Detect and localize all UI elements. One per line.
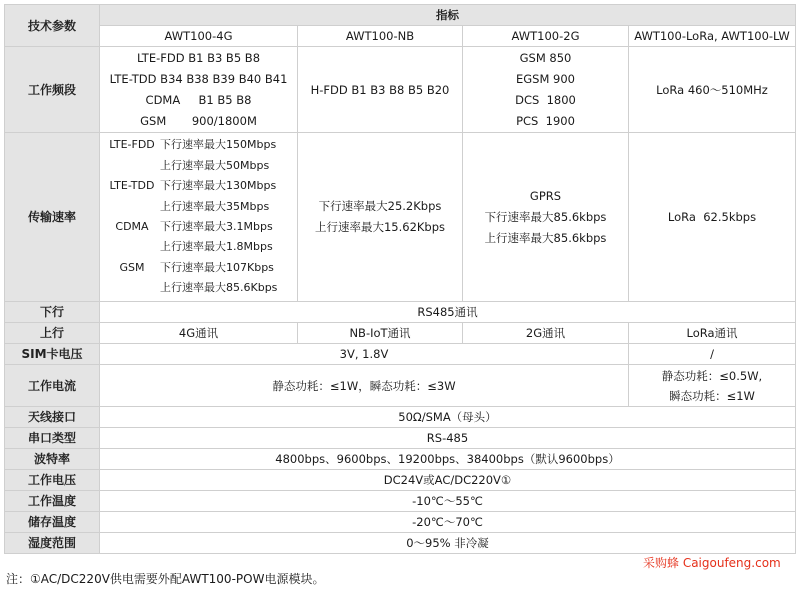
freq-4g-line: LTE-FDD B1 B3 B5 B8 <box>136 50 261 65</box>
temp-label: 工作温度 <box>5 491 100 512</box>
model-nb: AWT100-NB <box>298 26 463 47</box>
freq-2g-line: DCS 1800 <box>515 92 576 107</box>
uplink-2g: 2G通讯 <box>463 323 629 344</box>
freq-4g <box>100 47 298 133</box>
speed-2g-line: 下行速率最大85.6kbps <box>484 209 607 224</box>
speed-4g-line: 上行速率最大85.6Kbps <box>160 281 278 295</box>
voltage-value: DC24V或AC/DC220V① <box>100 470 796 491</box>
speed-2g-line: 上行速率最大85.6kbps <box>484 230 607 245</box>
current-lora-line: 静态功耗：≤0.5W, <box>661 368 763 383</box>
freq-label: 工作频段 <box>5 47 100 133</box>
serial-label: 串口类型 <box>5 428 100 449</box>
freq-2g-line: PCS 1900 <box>516 113 575 128</box>
speed-4g-line: 上行速率最大1.8Mbps <box>160 240 273 254</box>
freq-4g-line: CDMA B1 B5 B8 <box>145 92 252 107</box>
speed-label: 传输速率 <box>5 133 100 302</box>
temp-value: -10℃～55℃ <box>100 491 796 512</box>
speed-4g-line: CDMA 下行速率最大3.1Mbps <box>115 220 273 233</box>
serial-value: RS-485 <box>100 428 796 449</box>
freq-2g-line: GSM 850 <box>519 50 572 65</box>
uplink-4g: 4G通讯 <box>100 323 298 344</box>
humidity-value: 0～95% 非冷凝 <box>100 533 796 554</box>
param-header: 技术参数 <box>5 5 100 47</box>
speed-4g-line: 上行速率最大50Mbps <box>160 158 270 172</box>
storage-value: -20℃～70℃ <box>100 512 796 533</box>
baud-value: 4800bps、9600bps、19200bps、38400bps（默认9600bps） <box>100 449 796 470</box>
freq-lora: LoRa 460～510MHz <box>629 47 796 133</box>
freq-2g-line: EGSM 900 <box>515 71 575 86</box>
speed-4g-line: LTE-FDD 下行速率最大150Mbps <box>109 138 277 152</box>
sim-label: SIM卡电压 <box>5 344 100 365</box>
current-lora <box>629 365 796 407</box>
speed-4g-line: 上行速率最大35Mbps <box>160 199 270 213</box>
current-lora-line: 瞬态功耗：≤1W <box>669 388 755 403</box>
speed-4g-line: GSM 下行速率最大107Kbps <box>119 260 274 274</box>
freq-2g <box>463 47 629 133</box>
speed-lora: LoRa 62.5kbps <box>629 133 796 302</box>
current-value: 静态功耗：≤1W，瞬态功耗：≤3W <box>100 365 629 407</box>
voltage-label: 工作电压 <box>5 470 100 491</box>
model-2g: AWT100-2G <box>463 26 629 47</box>
uplink-nb: NB-IoT通讯 <box>298 323 463 344</box>
speed-nb <box>298 133 463 302</box>
sim-lora: / <box>629 344 796 365</box>
storage-label: 储存温度 <box>5 512 100 533</box>
antenna-value: 50Ω/SMA（母头） <box>100 407 796 428</box>
speed-4g-line: LTE-TDD 下行速率最大130Mbps <box>109 179 277 193</box>
watermark: 采购蜂 Caigoufeng.com <box>643 556 781 570</box>
antenna-label: 天线接口 <box>5 407 100 428</box>
uplink-label: 上行 <box>5 323 100 344</box>
spec-table <box>4 4 796 554</box>
baud-label: 波特率 <box>5 449 100 470</box>
speed-nb-line: 下行速率最大25.2Kbps <box>318 199 442 213</box>
speed-2g-line: GPRS <box>529 188 562 203</box>
speed-nb-line: 上行速率最大15.62Kbps <box>314 220 446 234</box>
humidity-label: 湿度范围 <box>5 533 100 554</box>
speed-2g <box>463 133 629 302</box>
uplink-lora: LoRa通讯 <box>629 323 796 344</box>
current-label: 工作电流 <box>5 365 100 407</box>
freq-4g-line: LTE-TDD B34 B38 B39 B40 B41 <box>109 71 288 86</box>
sim-value: 3V, 1.8V <box>100 344 629 365</box>
downlink-label: 下行 <box>5 302 100 323</box>
downlink-value: RS485通讯 <box>100 302 796 323</box>
footnote: 注：①AC/DC220V供电需要外配AWT100-POW电源模块。 <box>6 572 325 586</box>
model-lora: AWT100-LoRa, AWT100-LW <box>629 26 796 47</box>
freq-4g-line: GSM 900/1800M <box>140 113 257 128</box>
spec-header: 指标 <box>100 5 796 26</box>
freq-nb: H-FDD B1 B3 B8 B5 B20 <box>298 47 463 133</box>
speed-4g <box>100 133 298 302</box>
model-4g: AWT100-4G <box>100 26 298 47</box>
